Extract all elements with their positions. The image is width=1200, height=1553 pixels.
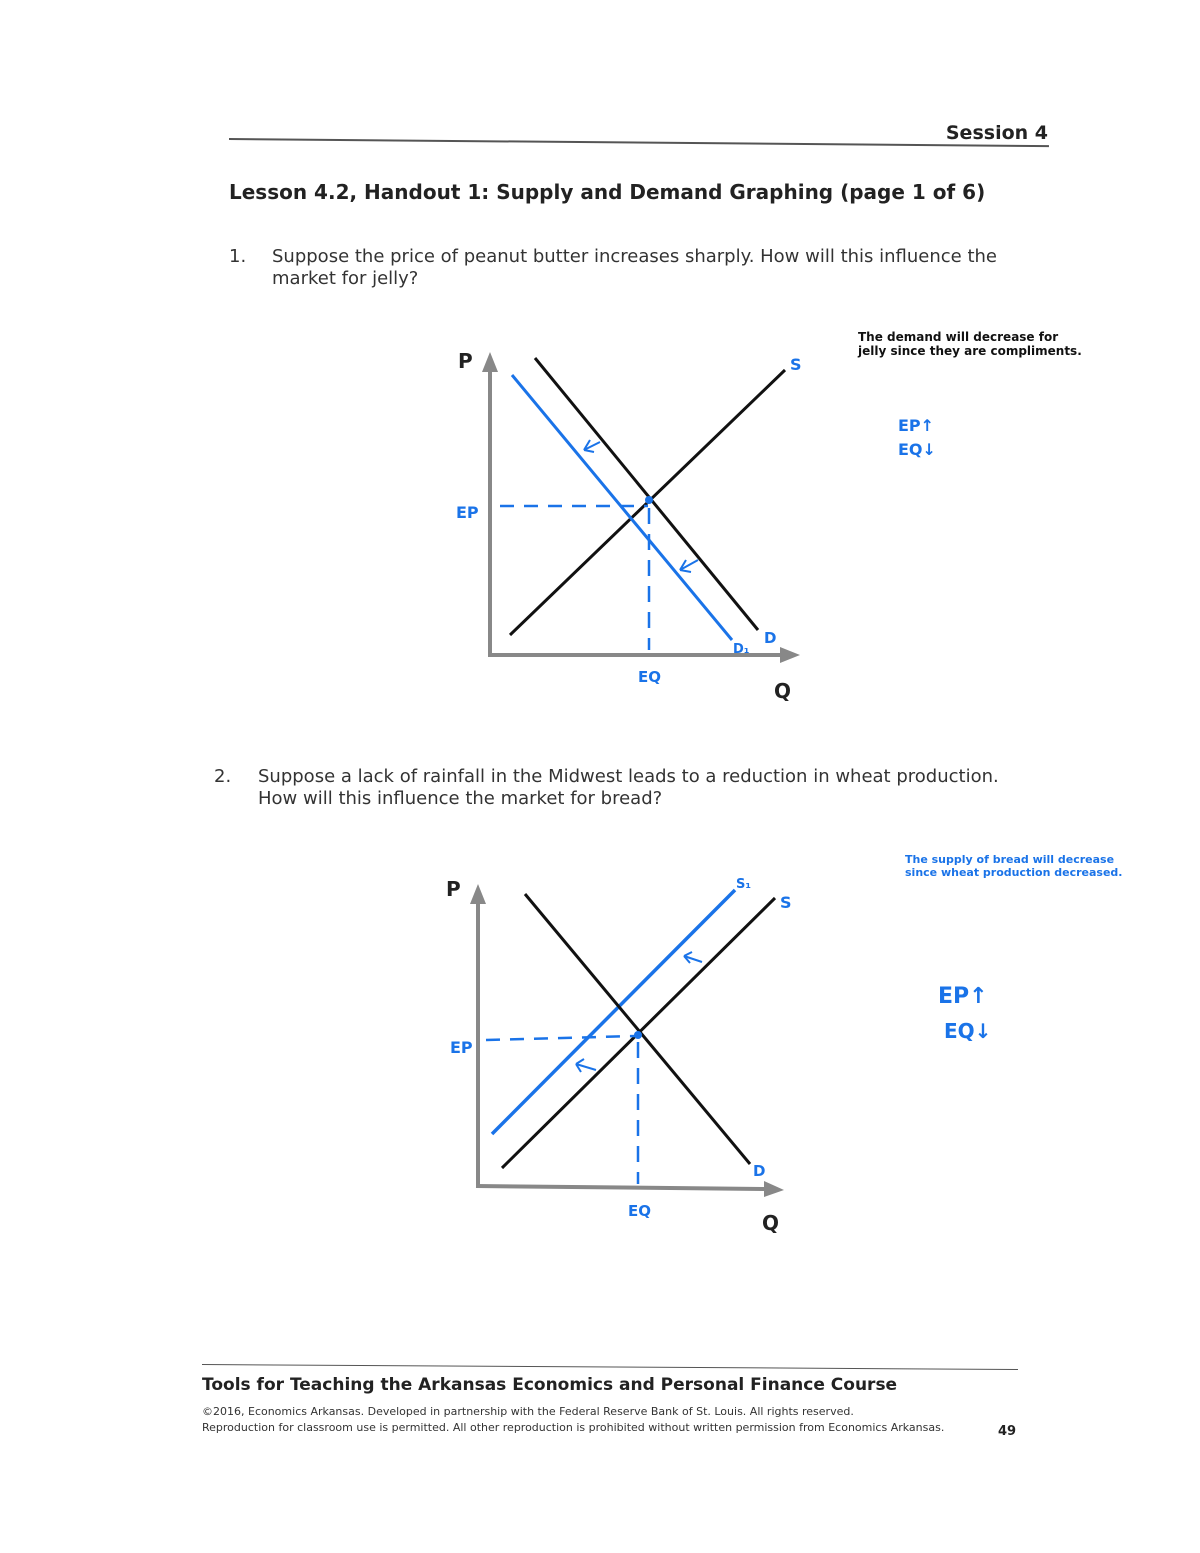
graph-1-shift-arrow-upper	[584, 440, 600, 452]
graph-1-q-axis-arrow	[780, 647, 800, 663]
graph-2-q-axis-arrow	[764, 1181, 784, 1197]
question-1-text: Suppose the price of peanut butter increases sharply. How will this influence the market for jelly?	[272, 246, 998, 289]
graph-2-supply-label: S	[780, 893, 792, 912]
footer-rule	[202, 1364, 1018, 1370]
graph-1-p-label: P	[458, 349, 473, 373]
question-2-text: Suppose a lack of rainfall in the Midwest leads to a reduction in wheat production. How will this influence the market for bread?	[258, 766, 999, 809]
footer-copyright: ©2016, Economics Arkansas. Developed in partnership with the Federal Reserve Bank of St. Louis. All rights reserved.	[202, 1405, 854, 1418]
graph-1-eq-label: EQ	[638, 668, 661, 686]
graph-2-shift-arrow-lower	[576, 1059, 596, 1072]
footer-title: Tools for Teaching the Arkansas Economics and Personal Finance Course	[202, 1375, 898, 1395]
answer-1-ep: EP↑	[898, 416, 935, 435]
lesson-title: Lesson 4.2, Handout 1: Supply and Demand Graphing (page 1 of 6)	[229, 180, 986, 204]
graph-2-ep-label: EP	[450, 1038, 473, 1057]
graph-1-p-axis-arrow	[482, 352, 498, 372]
graph-2-q-axis	[476, 1186, 766, 1189]
graph-2-equilibrium-point	[634, 1031, 642, 1039]
graph-2-shift-arrow-upper	[684, 952, 702, 963]
answer-2-eq: EQ↓	[944, 1019, 992, 1043]
graph-2	[430, 868, 810, 1238]
graph-2-new-supply-label: S₁	[736, 877, 752, 892]
answer-1-eq: EQ↓	[898, 440, 936, 459]
question-1-number: 1.	[229, 246, 247, 267]
answer-2-ep: EP↑	[938, 984, 988, 1009]
graph-1-new-demand-label: D₁	[733, 642, 750, 657]
graph-2-eq-label: EQ	[628, 1202, 651, 1220]
page-number: 49	[998, 1424, 1017, 1439]
graph-1	[440, 340, 820, 710]
answer-1-note: The demand will decrease for jelly since they are compliments.	[858, 330, 1082, 358]
graph-2-demand-label: D	[753, 1162, 766, 1180]
session-label: Session 4	[945, 122, 1048, 144]
footer-reproduction: Reproduction for classroom use is permitted. All other reproduction is prohibited without written permission from Economics Arkansas.	[202, 1421, 945, 1434]
header-rule	[229, 138, 1049, 147]
graph-1-shift-arrow-lower	[680, 560, 698, 572]
graph-2-new-supply-curve	[492, 890, 735, 1134]
graph-1-demand-label: D	[764, 629, 777, 647]
graph-2-p-label: P	[446, 877, 461, 901]
graph-1-equilibrium-point	[645, 496, 653, 504]
graph-1-ep-label: EP	[456, 503, 479, 522]
graph-1-supply-label: S	[790, 355, 802, 374]
graph-1-q-label: Q	[774, 679, 792, 703]
graph-2-q-label: Q	[762, 1211, 780, 1235]
graph-2-ep-dashed-line	[486, 1036, 636, 1040]
graph-2-p-axis-arrow	[470, 884, 486, 904]
question-2-number: 2.	[214, 766, 232, 787]
answer-2-note: The supply of bread will decrease since wheat production decreased.	[905, 853, 1123, 879]
graph-1-demand-curve	[535, 358, 758, 630]
